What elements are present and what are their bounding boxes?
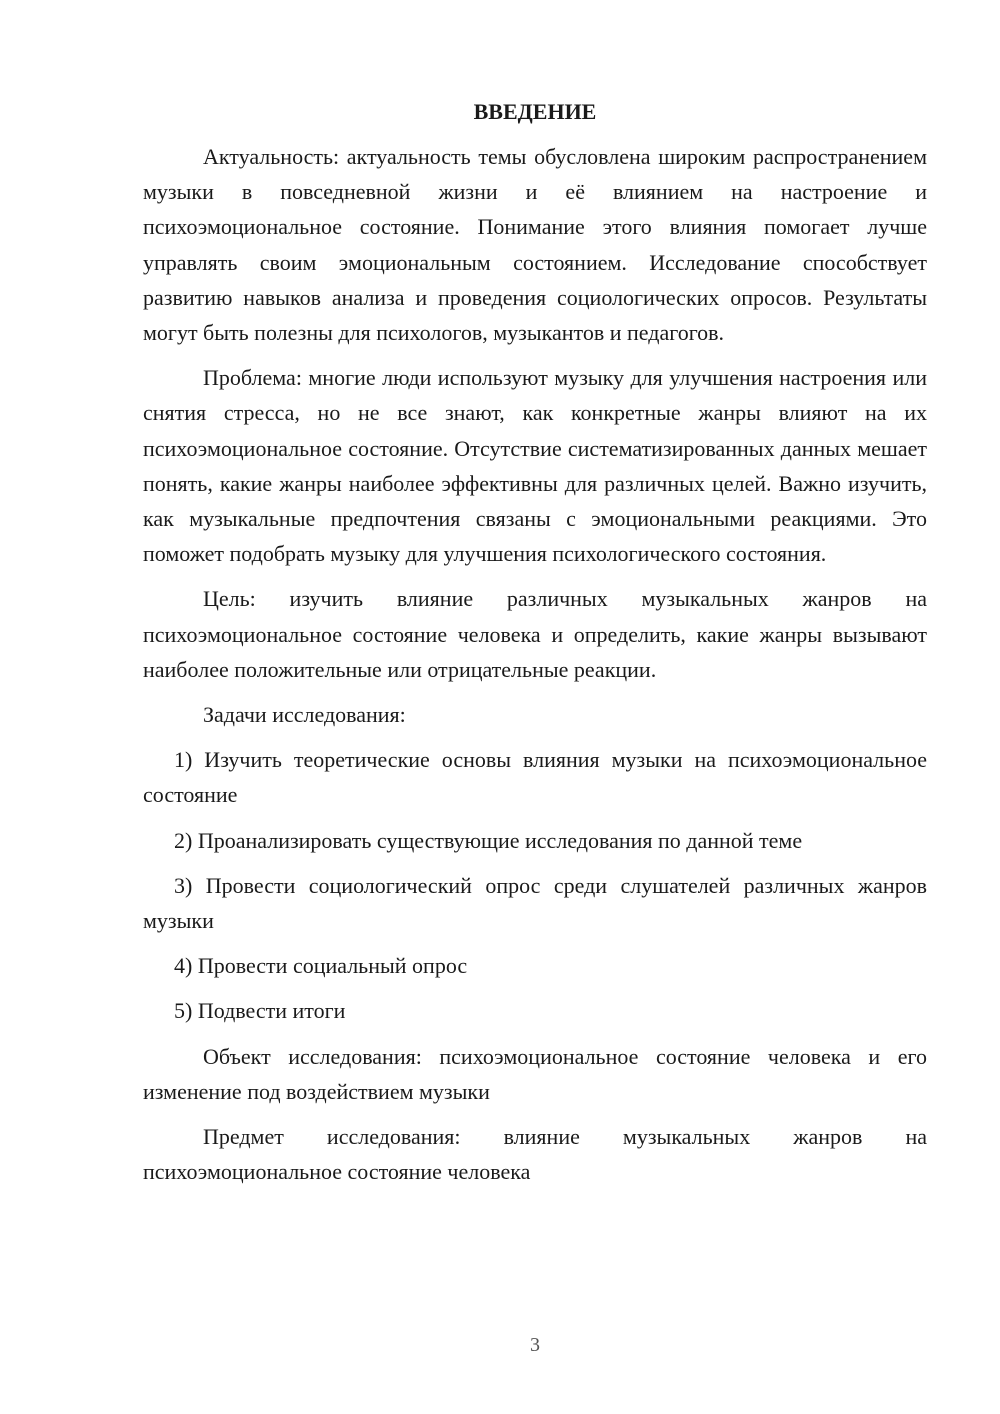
paragraph-relevance: Актуальность: актуальность темы обусловлена широким распространением музыки в повседневной жизни и её влиянием на настроение и психоэмоциональное состояние. Понимание этого влияния помогает лучше управлять своим эмоциональным состоянием. Исследование способствует развитию навыков анализа и проведения социологических опросов. Результаты могут быть полезны для психологов, музыкантов и педагогов. [143,144,927,346]
task-item-2: 2) Проанализировать существующие исследования по данной теме [174,827,803,853]
task-item-1: 1) Изучить теоретические основы влияния музыки на психоэмоциональное состояние [143,747,927,808]
task-item-3: 3) Провести социологический опрос среди слушателей различных жанров музыки [143,872,927,934]
section-title: ВВЕДЕНИЕ [473,99,597,124]
paragraph-problem: Проблема: многие люди используют музыку для улучшения настроения или снятия стресса, но не все знают, как конкретные жанры влияют на их психоэмоциональное состояние. Отсутствие систематизированных данных мешает понять, какие жанры наиболее эффективны для различных целей. Важно изучить, как музыкальные предпочтения связаны с эмоциональными реакциями. Это поможет подобрать музыку для улучшения психологического состояния. [143,365,927,567]
page-number: 3 [530,1334,540,1356]
task-item-5: 5) Подвести итоги [174,998,346,1024]
task-item-4: 4) Провести социальный опрос [174,953,468,979]
paragraph-goal: Цель: изучить влияние различных музыкальных жанров на психоэмоциональное состояние человека и определить, какие жанры вызывают наиболее положительные или отрицательные реакции. [143,586,927,682]
paragraph-subject: Предмет исследования: влияние музыкальных жанров на психоэмоциональное состояние человека [143,1124,927,1185]
tasks-heading: Задачи исследования: [203,702,406,728]
document-body [143,94,927,1199]
paragraph-object: Объект исследования: психоэмоциональное состояние человека и его изменение под воздействием музыки [143,1043,927,1104]
